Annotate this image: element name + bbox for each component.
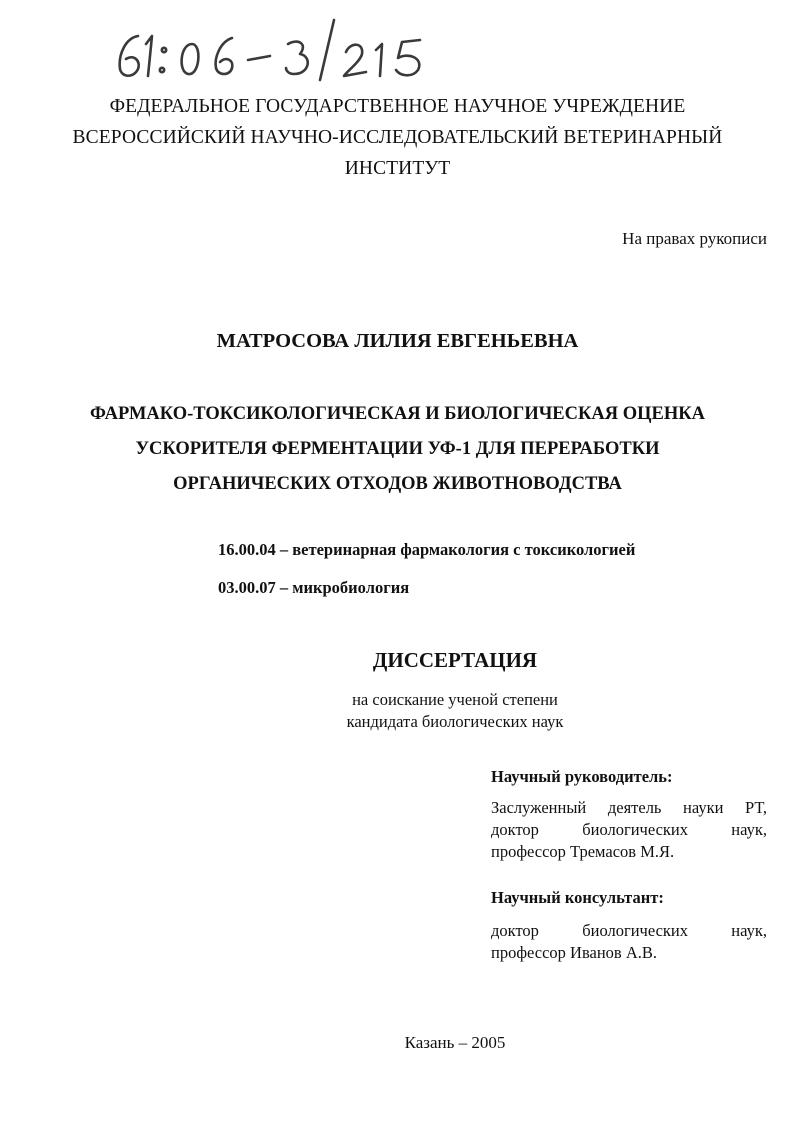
consultant-heading: Научный консультант: [491, 888, 664, 907]
degree-line: кандидата биологических наук [346, 712, 564, 731]
degree-statement [0, 689, 795, 733]
specialty-code: 16.00.04 – ветеринарная фармакология с токсикологией [218, 540, 636, 559]
scientific-consultant [491, 888, 767, 964]
supervisor-line: доктор биологических наук, [491, 820, 767, 839]
manuscript-rights-note: На правах рукописи [622, 229, 767, 248]
author-name [57, 330, 795, 353]
institution-line: ФЕДЕРАЛЬНОЕ ГОСУДАРСТВЕННОЕ НАУЧНОЕ УЧРЕЖДЕНИЕ [109, 96, 686, 117]
document-type: ДИССЕРТАЦИЯ [372, 648, 538, 672]
degree-line: на соискание ученой степени [352, 690, 558, 709]
dissertation-title [0, 397, 795, 502]
institution-name [0, 91, 795, 184]
city-year: Казань – 2005 [404, 1033, 506, 1052]
title-line: УСКОРИТЕЛЯ ФЕРМЕНТАЦИИ УФ-1 ДЛЯ ПЕРЕРАБОТКИ [135, 439, 660, 459]
consultant-line: доктор биологических наук, [491, 921, 767, 940]
supervisor-line: Заслуженный деятель науки РТ, [491, 798, 767, 817]
scientific-supervisor [491, 767, 767, 863]
title-line: ФАРМАКО-ТОКСИКОЛОГИЧЕСКАЯ И БИОЛОГИЧЕСКАЯ ОЦЕНКА [89, 404, 706, 424]
supervisor-details [491, 797, 767, 863]
handwritten-archive-code [108, 14, 438, 84]
institution-line: ВСЕРОССИЙСКИЙ НАУЧНО-ИССЛЕДОВАТЕЛЬСКИЙ ВЕТЕРИНАРНЫЙ [72, 127, 723, 148]
supervisor-heading: Научный руководитель: [491, 767, 673, 786]
svg-text:61:06-3/215: 61:06-3/215 [108, 14, 113, 15]
author-name-text: МАТРОСОВА ЛИЛИЯ ЕВГЕНЬЕВНА [216, 330, 579, 352]
title-line: ОРГАНИЧЕСКИХ ОТХОДОВ ЖИВОТНОВОДСТВА [173, 474, 622, 494]
consultant-details [491, 920, 767, 964]
supervisor-line: профессор Тремасов М.Я. [491, 842, 675, 861]
specialty-code: 03.00.07 – микробиология [218, 578, 410, 597]
consultant-line: профессор Иванов А.В. [491, 943, 658, 962]
institution-line: ИНСТИТУТ [344, 158, 451, 179]
